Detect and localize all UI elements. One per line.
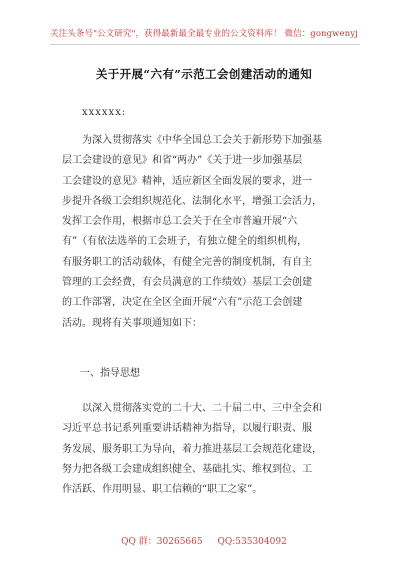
paragraph-1 bbox=[62, 131, 346, 334]
paragraph-line: 为深入贯彻落实《中华全国总工会关于新形势下加强基 bbox=[82, 135, 322, 146]
salutation: xxxxxx: bbox=[82, 107, 127, 118]
paragraph-line: 管理的工会经费，有会员满意的工作绩效）基层工会创建 bbox=[62, 277, 312, 289]
section-heading-guiding-thought: 一、指导思想 bbox=[80, 368, 140, 379]
document-title: 关于开展“六有”示范工会创建活动的通知 bbox=[95, 67, 313, 81]
paragraph-line: 作活跃、作用明显、职工信赖的“职工之家”。 bbox=[62, 484, 263, 496]
paragraph-line: 有服务职工的活动载体，有健全完善的制度机制，有自主 bbox=[62, 256, 312, 268]
paragraph-line: 有”（有依法选举的工会班子，有独立健全的组织机构， bbox=[62, 236, 308, 248]
footer-contact bbox=[0, 534, 408, 547]
paragraph-line: 的工作部署，决定在全区全面开展“六有”示范工会创建 bbox=[62, 297, 303, 309]
paragraph-line: 以深入贯彻落实党的二十大、二十届二中、三中全会和 bbox=[82, 403, 322, 414]
paragraph-line: 活动。现将有关事项通知如下： bbox=[62, 317, 202, 329]
paragraph-line: 务发展、服务职工为导向，着力推进基层工会规范化建设， bbox=[62, 443, 322, 455]
paragraph-2 bbox=[62, 399, 346, 500]
footer-qq-group: QQ 群：30265665 bbox=[121, 537, 203, 547]
paragraph-line: 习近平总书记系列重要讲话精神为指导，以履行职责、服 bbox=[62, 423, 312, 435]
paragraph-line: 层工会建设的意见》和省“两办”《关于进一步加强基层 bbox=[62, 155, 303, 167]
footer-qq: QQ:535304092 bbox=[217, 537, 287, 547]
paragraph-line: 努力把各级工会建成组织健全、基础扎实、维权到位、工 bbox=[62, 463, 312, 475]
header-divider bbox=[50, 44, 360, 45]
paragraph-line: 发挥工会作用，根据市总工会关于在全市普遍开展“六 bbox=[62, 216, 298, 228]
header-banner: 关注头条号"公文研究"，获得最新最全最专业的公文资料库！ 微信：gongwenyj bbox=[50, 29, 358, 39]
paragraph-line: 工会建设的意见》精神，适应新区全面发展的要求，进一 bbox=[62, 175, 312, 187]
paragraph-line: 步提升各级工会组织规范化、法制化水平，增强工会活力， bbox=[62, 195, 322, 207]
